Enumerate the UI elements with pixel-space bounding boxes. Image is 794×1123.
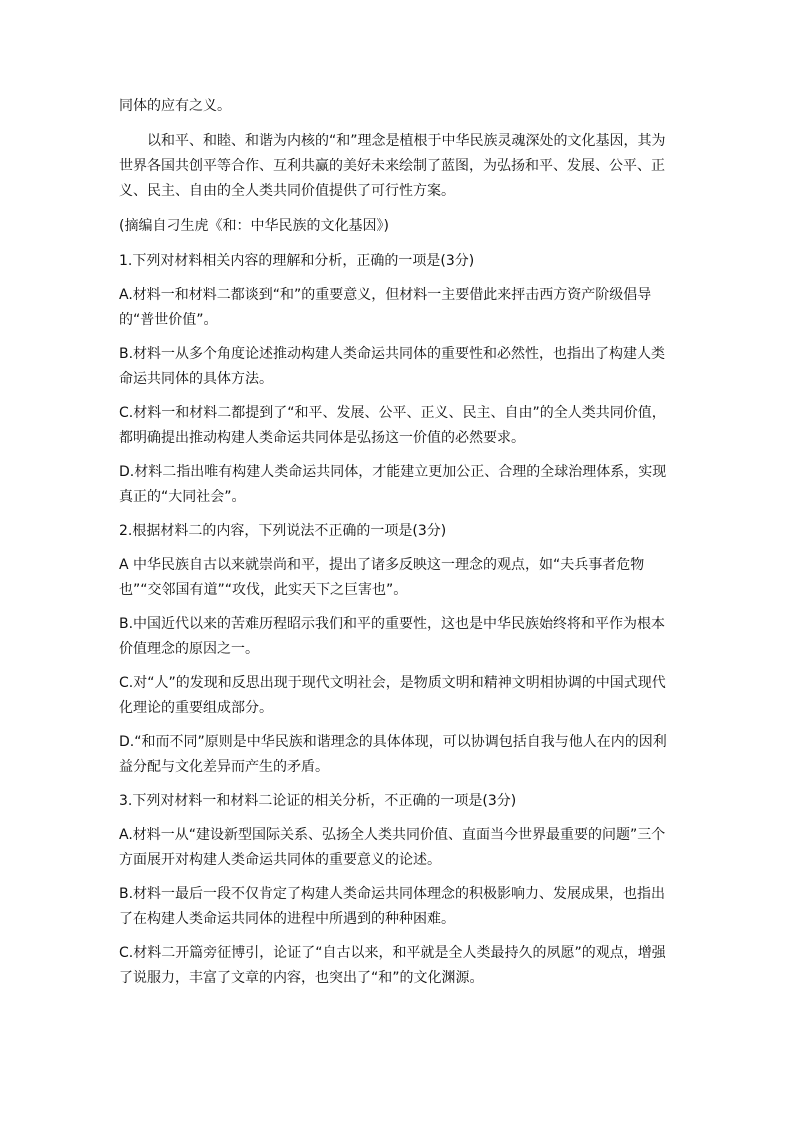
document-page	[119, 94, 679, 991]
question-3-option-c: C.材料二开篇旁征博引，论证了“自古以来，和平就是全人类最持久的夙愿”的观点，增强了说服力，丰富了文章的内容，也突出了“和”的文化渊源。	[119, 945, 666, 986]
question-1-stem: 1.下列对材料相关内容的理解和分析，正确的一项是(3分)	[119, 253, 475, 269]
question-2-option-d: D.“和而不同”原则是中华民族和谐理念的具体体现，可以协调包括自我与他人在内的因利益分配与文化差异而产生的矛盾。	[119, 734, 667, 775]
passage-source: (摘编自刁生虎《和：中华民族的文化基因》)	[119, 218, 389, 234]
passage-paragraph: 以和平、和睦、和谐为内核的“和”理念是植根于中华民族灵魂深处的文化基因，其为世界各国共创平等合作、互利共赢的美好未来绘制了蓝图，为弘扬和平、发展、公平、正义、民主、自由的全人类共同价值提供了可行性方案。	[119, 133, 666, 199]
question-2-option-b: B.中国近代以来的苦难历程昭示我们和平的重要性，这也是中华民族始终将和平作为根本价值理念的原因之一。	[119, 616, 666, 657]
question-2-stem: 2.根据材料二的内容，下列说法不正确的一项是(3分)	[119, 523, 447, 539]
question-2-option-a: A 中华民族自古以来就崇尚和平，提出了诸多反映这一理念的观点，如“夫兵事者危物也”“交邻国有道”“攻伐，此实天下之巨害也”。	[119, 557, 645, 598]
passage-continuation: 同体的应有之义。	[119, 98, 231, 114]
question-1-option-b: B.材料一从多个角度论述推动构建人类命运共同体的重要性和必然性，也指出了构建人类命运共同体的具体方法。	[119, 346, 666, 387]
question-1-option-d: D.材料二指出唯有构建人类命运共同体，才能建立更加公正、合理的全球治理体系，实现真正的“大同社会”。	[119, 464, 667, 505]
question-3-option-a: A.材料一从“建设新型国际关系、弘扬全人类共同价值、直面当今世界最重要的问题”三个方面展开对构建人类命运共同体的重要意义的论述。	[119, 827, 666, 868]
question-2-option-c: C.对“人”的发现和反思出现于现代文明社会，是物质文明和精神文明相协调的中国式现代化理论的重要组成部分。	[119, 675, 666, 716]
question-1-option-a: A.材料一和材料二都谈到“和”的重要意义，但材料一主要借此来抨击西方资产阶级倡导的“普世价值”。	[119, 287, 652, 328]
question-1-option-c: C.材料一和材料二都提到了“和平、发展、公平、正义、民主、自由”的全人类共同价值，都明确提出推动构建人类命运共同体是弘扬这一价值的必然要求。	[119, 405, 666, 446]
question-3-option-b: B.材料一最后一段不仅肯定了构建人类命运共同体理念的积极影响力、发展成果，也指出了在构建人类命运共同体的进程中所遇到的种种困难。	[119, 886, 666, 927]
question-3-stem: 3.下列对材料一和材料二论证的相关分析，不正确的一项是(3分)	[119, 793, 517, 809]
